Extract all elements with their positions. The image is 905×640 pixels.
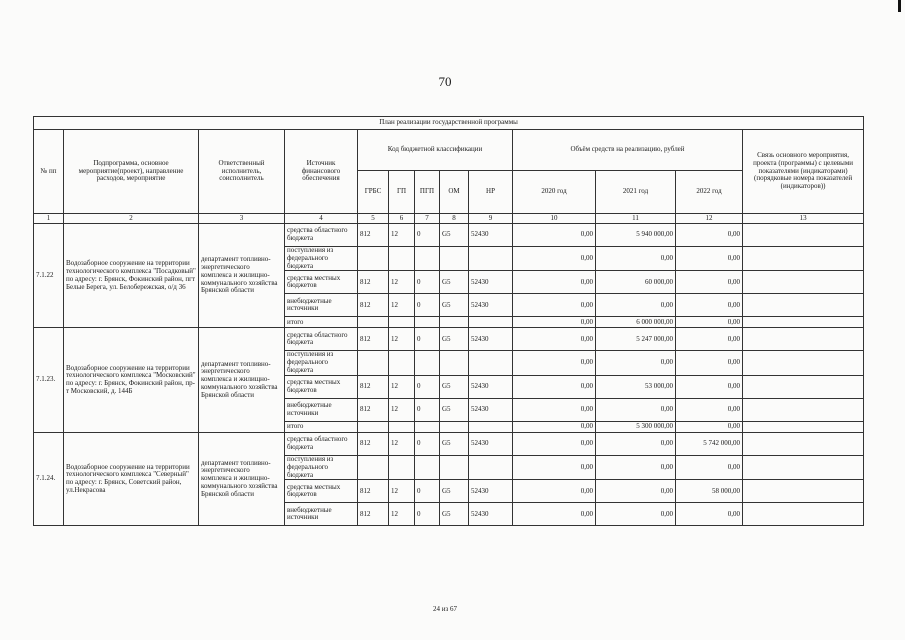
total-2020: 0,00 bbox=[513, 317, 596, 328]
code-grbs bbox=[358, 455, 389, 479]
code-nr bbox=[469, 351, 513, 375]
code-grbs: 812 bbox=[358, 480, 389, 503]
amount-2021: 0,00 bbox=[596, 398, 676, 421]
index-cell: 4 bbox=[285, 214, 358, 224]
amount-2021: 0,00 bbox=[596, 247, 676, 271]
code-grbs bbox=[358, 247, 389, 271]
indicator-link bbox=[743, 455, 864, 479]
code-nr bbox=[469, 317, 513, 328]
amount-2020: 0,00 bbox=[513, 480, 596, 503]
amount-2020: 0,00 bbox=[513, 503, 596, 526]
indicator-link bbox=[743, 328, 864, 351]
code-nr: 52430 bbox=[469, 480, 513, 503]
row-number: 7.1.22 bbox=[34, 224, 64, 328]
code-grbs: 812 bbox=[358, 294, 389, 317]
funding-source: средства областного бюджета bbox=[285, 432, 358, 455]
amount-2022: 0,00 bbox=[676, 503, 743, 526]
code-pgp: 0 bbox=[415, 328, 440, 351]
funding-source: средства областного бюджета bbox=[285, 328, 358, 351]
header-pgp: ПГП bbox=[415, 171, 440, 214]
code-om bbox=[440, 247, 469, 271]
amount-2021: 0,00 bbox=[596, 432, 676, 455]
amount-2020: 0,00 bbox=[513, 398, 596, 421]
funding-source: поступления из федерального бюджета bbox=[285, 455, 358, 479]
code-pgp: 0 bbox=[415, 224, 440, 247]
page-footer: 24 из 67 bbox=[432, 605, 457, 613]
code-om bbox=[440, 351, 469, 375]
header-om: ОМ bbox=[440, 171, 469, 214]
amount-2021: 0,00 bbox=[596, 351, 676, 375]
code-gp: 12 bbox=[389, 375, 415, 398]
amount-2021: 53 000,00 bbox=[596, 375, 676, 398]
table-row bbox=[34, 224, 864, 247]
amount-2020: 0,00 bbox=[513, 432, 596, 455]
code-pgp: 0 bbox=[415, 432, 440, 455]
code-gp bbox=[389, 351, 415, 375]
code-nr: 52430 bbox=[469, 398, 513, 421]
amount-2021: 5 247 000,00 bbox=[596, 328, 676, 351]
code-pgp bbox=[415, 421, 440, 432]
code-grbs bbox=[358, 351, 389, 375]
code-om: G5 bbox=[440, 294, 469, 317]
amount-2022: 0,00 bbox=[676, 271, 743, 294]
code-gp: 12 bbox=[389, 398, 415, 421]
code-gp: 12 bbox=[389, 503, 415, 526]
amount-2021: 0,00 bbox=[596, 480, 676, 503]
total-2021: 5 300 000,00 bbox=[596, 421, 676, 432]
indicator-link bbox=[743, 317, 864, 328]
code-nr bbox=[469, 421, 513, 432]
indicator-link bbox=[743, 421, 864, 432]
header-link: Связь основного мероприятия, проекта (программы) с целевыми показателями (индикаторами) (порядковые номера показателей (индикаторов)) bbox=[743, 130, 864, 214]
amount-2022: 0,00 bbox=[676, 398, 743, 421]
indicator-link bbox=[743, 294, 864, 317]
index-cell: 3 bbox=[199, 214, 285, 224]
code-om bbox=[440, 455, 469, 479]
code-grbs: 812 bbox=[358, 224, 389, 247]
index-cell: 12 bbox=[676, 214, 743, 224]
index-cell: 6 bbox=[389, 214, 415, 224]
plan-table bbox=[33, 116, 864, 526]
code-pgp: 0 bbox=[415, 398, 440, 421]
code-pgp: 0 bbox=[415, 503, 440, 526]
measure-name: Водозаборное сооружение на территории технологического комплекса "Северный" по адресу: г. Брянск, Советский район, ул.Некрасова bbox=[64, 432, 199, 525]
code-om: G5 bbox=[440, 271, 469, 294]
header-source: Источник финансового обеспечения bbox=[285, 130, 358, 214]
indicator-link bbox=[743, 432, 864, 455]
amount-2022: 58 000,00 bbox=[676, 480, 743, 503]
amount-2022: 0,00 bbox=[676, 247, 743, 271]
code-gp bbox=[389, 421, 415, 432]
amount-2020: 0,00 bbox=[513, 455, 596, 479]
indicator-link bbox=[743, 480, 864, 503]
header-grbs: ГРБС bbox=[358, 171, 389, 214]
amount-2022: 0,00 bbox=[676, 294, 743, 317]
code-grbs bbox=[358, 421, 389, 432]
total-2022: 0,00 bbox=[676, 421, 743, 432]
funding-source: средства местных бюджетов bbox=[285, 480, 358, 503]
header-executor: Ответственный исполнитель, соисполнитель bbox=[199, 130, 285, 214]
indicator-link bbox=[743, 351, 864, 375]
page-number: 70 bbox=[438, 74, 452, 89]
code-pgp: 0 bbox=[415, 294, 440, 317]
code-pgp: 0 bbox=[415, 480, 440, 503]
amount-2020: 0,00 bbox=[513, 271, 596, 294]
indicator-link bbox=[743, 271, 864, 294]
funding-source: средства местных бюджетов bbox=[285, 375, 358, 398]
code-grbs: 812 bbox=[358, 503, 389, 526]
index-cell: 5 bbox=[358, 214, 389, 224]
amount-2022: 5 742 000,00 bbox=[676, 432, 743, 455]
amount-2022: 0,00 bbox=[676, 351, 743, 375]
code-nr: 52430 bbox=[469, 271, 513, 294]
code-nr: 52430 bbox=[469, 294, 513, 317]
total-2022: 0,00 bbox=[676, 317, 743, 328]
header-nr: НР bbox=[469, 171, 513, 214]
amount-2020: 0,00 bbox=[513, 328, 596, 351]
funding-source: поступления из федерального бюджета bbox=[285, 351, 358, 375]
plan-table-body bbox=[34, 224, 864, 526]
index-cell: 8 bbox=[440, 214, 469, 224]
code-pgp bbox=[415, 455, 440, 479]
header-y2020: 2020 год bbox=[513, 171, 596, 214]
table-title: План реализации государственной программы bbox=[34, 117, 864, 130]
code-gp: 12 bbox=[389, 294, 415, 317]
header-y2021: 2021 год bbox=[596, 171, 676, 214]
amount-2022: 0,00 bbox=[676, 328, 743, 351]
funding-source: внебюджетные источники bbox=[285, 503, 358, 526]
code-gp: 12 bbox=[389, 432, 415, 455]
code-pgp bbox=[415, 351, 440, 375]
executor: департамент топливно-энергетического комплекса и жилищно-коммунального хозяйства Брянской области bbox=[199, 432, 285, 525]
header-y2022: 2022 год bbox=[676, 171, 743, 214]
code-grbs: 812 bbox=[358, 398, 389, 421]
amount-2020: 0,00 bbox=[513, 375, 596, 398]
funding-source: внебюджетные источники bbox=[285, 294, 358, 317]
indicator-link bbox=[743, 224, 864, 247]
code-om: G5 bbox=[440, 375, 469, 398]
amount-2020: 0,00 bbox=[513, 247, 596, 271]
code-grbs: 812 bbox=[358, 432, 389, 455]
code-pgp bbox=[415, 317, 440, 328]
funding-source: поступления из федерального бюджета bbox=[285, 247, 358, 271]
table-row bbox=[34, 328, 864, 351]
indicator-link bbox=[743, 375, 864, 398]
code-gp bbox=[389, 455, 415, 479]
total-label: итого bbox=[285, 421, 358, 432]
funding-source: внебюджетные источники bbox=[285, 398, 358, 421]
amount-2021: 0,00 bbox=[596, 503, 676, 526]
header-num: № пп bbox=[34, 130, 64, 214]
executor: департамент топливно-энергетического комплекса и жилищно-коммунального хозяйства Брянской области bbox=[199, 224, 285, 328]
row-number: 7.1.23. bbox=[34, 328, 64, 432]
code-gp bbox=[389, 247, 415, 271]
code-om: G5 bbox=[440, 398, 469, 421]
code-gp: 12 bbox=[389, 271, 415, 294]
code-nr: 52430 bbox=[469, 375, 513, 398]
code-om: G5 bbox=[440, 224, 469, 247]
index-cell: 7 bbox=[415, 214, 440, 224]
code-gp: 12 bbox=[389, 480, 415, 503]
total-label: итого bbox=[285, 317, 358, 328]
code-nr: 52430 bbox=[469, 432, 513, 455]
amount-2020: 0,00 bbox=[513, 351, 596, 375]
funding-source: средства областного бюджета bbox=[285, 224, 358, 247]
amount-2022: 0,00 bbox=[676, 455, 743, 479]
measure-name: Водозаборное сооружение на территории технологического комплекса "Посадковый" по адресу: г. Брянск, Фокинский район, пгт Белые Берега, ул. Белобережская, о/д 36 bbox=[64, 224, 199, 328]
code-nr bbox=[469, 247, 513, 271]
indicator-link bbox=[743, 503, 864, 526]
index-cell: 9 bbox=[469, 214, 513, 224]
code-pgp: 0 bbox=[415, 271, 440, 294]
amount-2022: 0,00 bbox=[676, 224, 743, 247]
code-grbs bbox=[358, 317, 389, 328]
code-pgp bbox=[415, 247, 440, 271]
code-om: G5 bbox=[440, 503, 469, 526]
amount-2021: 0,00 bbox=[596, 455, 676, 479]
amount-2021: 60 000,00 bbox=[596, 271, 676, 294]
amount-2022: 0,00 bbox=[676, 375, 743, 398]
index-cell: 10 bbox=[513, 214, 596, 224]
amount-2020: 0,00 bbox=[513, 294, 596, 317]
measure-name: Водозаборное сооружение на территории технологического комплекса "Московский" по адресу: г. Брянск, Фокинский район, пр-т Московский, д. 144Б bbox=[64, 328, 199, 432]
index-cell: 1 bbox=[34, 214, 64, 224]
code-om: G5 bbox=[440, 480, 469, 503]
header-volume-group: Объём средств на реализацию, рублей bbox=[513, 130, 743, 171]
total-2021: 6 000 000,00 bbox=[596, 317, 676, 328]
row-number: 7.1.24. bbox=[34, 432, 64, 525]
amount-2021: 5 940 000,00 bbox=[596, 224, 676, 247]
table-row bbox=[34, 432, 864, 455]
code-grbs: 812 bbox=[358, 328, 389, 351]
indicator-link bbox=[743, 247, 864, 271]
code-om: G5 bbox=[440, 328, 469, 351]
code-grbs: 812 bbox=[358, 271, 389, 294]
total-2020: 0,00 bbox=[513, 421, 596, 432]
code-grbs: 812 bbox=[358, 375, 389, 398]
funding-source: средства местных бюджетов bbox=[285, 271, 358, 294]
code-om: G5 bbox=[440, 432, 469, 455]
code-gp: 12 bbox=[389, 224, 415, 247]
indicator-link bbox=[743, 398, 864, 421]
code-gp bbox=[389, 317, 415, 328]
executor: департамент топливно-энергетического комплекса и жилищно-коммунального хозяйства Брянской области bbox=[199, 328, 285, 432]
index-cell: 13 bbox=[743, 214, 864, 224]
code-nr: 52430 bbox=[469, 224, 513, 247]
index-cell: 2 bbox=[64, 214, 199, 224]
code-nr: 52430 bbox=[469, 328, 513, 351]
code-gp: 12 bbox=[389, 328, 415, 351]
amount-2021: 0,00 bbox=[596, 294, 676, 317]
header-name: Подпрограмма, основное мероприятие(проект), направление расходов, мероприятие bbox=[64, 130, 199, 214]
amount-2020: 0,00 bbox=[513, 224, 596, 247]
code-pgp: 0 bbox=[415, 375, 440, 398]
code-om bbox=[440, 317, 469, 328]
scan-mark bbox=[898, 0, 901, 12]
code-nr bbox=[469, 455, 513, 479]
header-gp: ГП bbox=[389, 171, 415, 214]
header-bcc-group: Код бюджетной классификации bbox=[358, 130, 513, 171]
code-om bbox=[440, 421, 469, 432]
index-cell: 11 bbox=[596, 214, 676, 224]
code-nr: 52430 bbox=[469, 503, 513, 526]
